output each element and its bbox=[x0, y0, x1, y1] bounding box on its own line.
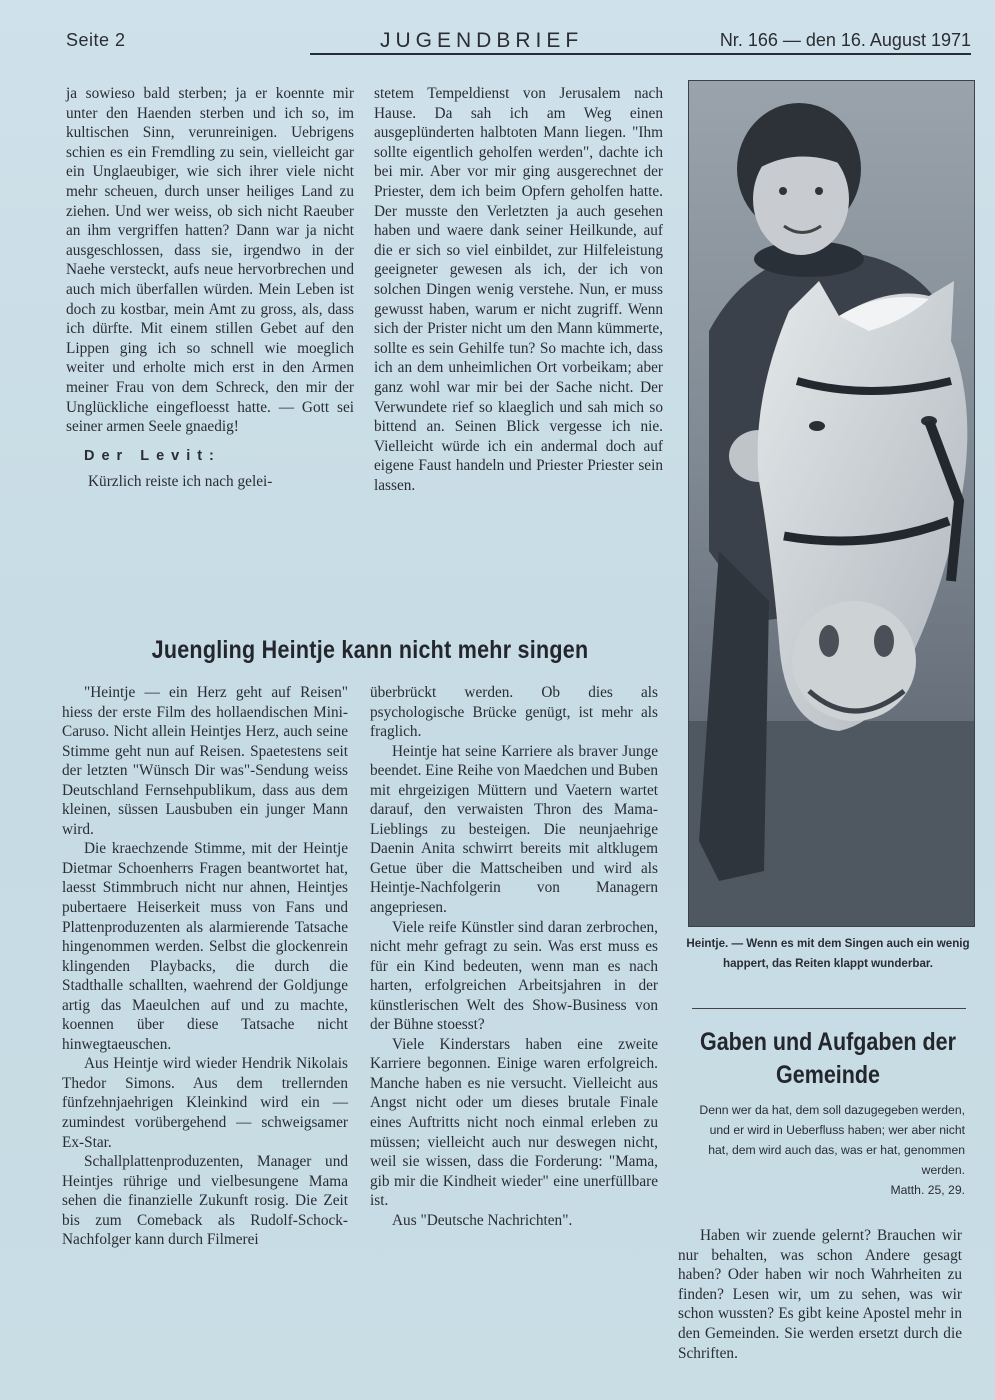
page-number: Seite 2 bbox=[66, 30, 126, 50]
article-headline: Juengling Heintje kann nicht mehr singen bbox=[151, 636, 589, 664]
header-rule bbox=[310, 53, 971, 55]
article-column-2 bbox=[370, 683, 658, 1230]
article-paragraph: "Heintje — ein Herz geht auf Reisen" hiess der erste Film des hollaendischen Mini-Caruso. Nicht allein Heintjes Herz, auch seine Stimme geht nun auf Reisen. Spaetestens seit der letzten "Wünsch Dir was"-Sendung weiss Deutschland Fernsehpublikum, dass aus dem kleinen, süssen Lausbuben ein junger Mann wird. bbox=[62, 684, 348, 838]
story-column-1 bbox=[66, 84, 354, 492]
article-paragraph: Viele reife Künstler sind daran zerbrochen, nicht mehr gefragt zu sein. Was erst muss es für ein Kind bedeuten, wenn man es nach harten, erfolgreichen Arbeitsjahren in der künstlerischen Welt des Show-Business von der Bühne stoesst? bbox=[370, 918, 658, 1034]
story-paragraph: ja sowieso bald sterben; ja er koennte mir unter den Haenden sterben und ich so, im kultischen Sinn, verunreinigen. Uebrigens schien es ein Fremdling zu sein, vielleicht gar ein Unglaeubiger, wie sich ihrer viele nicht mehr scheuen, durch unser heiliges Land zu ziehen. Und wer weiss, ob sich nicht Raeuber an ihm vergriffen hatten? Dann war ja nicht ausgeschlossen, dass sie, irgendwo in der Naehe versteckt, aufs neue hervorbrechen und auch mich überfallen würden. Mein Leben ist doch zu kostbar, mein Amt zu gross, als, dass ich dürfte. Mit einem stillen Gebet auf den Lippen ging ich so schnell wie moeglich weiter und erholte mich erst in den Armen meiner Frau von dem Schreck, den mir der Unglückliche eingefloesst hatte. — Gott sei seiner armen Seele gnaedig! bbox=[66, 85, 354, 436]
subheading-levit: Der Levit: bbox=[84, 447, 221, 464]
article-source: Aus "Deutsche Nachrichten". bbox=[392, 1211, 573, 1229]
bible-quote bbox=[695, 1100, 965, 1200]
quote-text: Denn wer da hat, dem soll dazugegeben werden, und er wird in Ueberfluss haben; wer aber nicht hat, dem wird auch das, was er hat, genommen werden. bbox=[699, 1103, 965, 1177]
photo-illustration bbox=[689, 81, 974, 926]
story-column-2 bbox=[374, 84, 663, 495]
article-paragraph: Viele Kinderstars haben eine zweite Karriere begonnen. Einige waren erfolgreich. Manche haben es nie versucht. Vielleicht aus Angst nicht oder um dieses brutale Finale eines Auftritts nicht noch einmal erleben zu müssen; vielleicht auch nur deswegen nicht, weil sie wissen, dass die Forderung: "Mama, gib mir die Kindheit wieder" eine unerfüllbare ist. bbox=[370, 1035, 658, 1210]
sidebar-headline: Gaben und Aufgaben der Gemeinde bbox=[699, 1028, 957, 1089]
photo-caption: Heintje. — Wenn es mit dem Singen auch ein wenig happert, das Reiten klappt wunderbar. bbox=[686, 937, 970, 970]
article-paragraph: Schallplattenproduzenten, Manager und Heintjes rührige und vielbesungene Mama sehen die finanzielle Zukunft rosig. Die Zeit bis zum Comeback als Rudolf-Schock-Nachfolger kann durch Filmerei bbox=[62, 1153, 348, 1249]
sidebar-paragraph: Haben wir zuende gelernt? Brauchen wir nur behalten, was schon Andere gesagt haben? Oder haben wir noch Wahrheiten zu finden? Lesen wir, um zu sehen, was wir schon wussten? Es gibt keine Apostel mehr in den Gemeinden. Sie werden ersetzt durch die Schriften. bbox=[678, 1227, 962, 1362]
divider bbox=[692, 1008, 966, 1009]
issue-date: Nr. 166 — den 16. August 1971 bbox=[719, 30, 971, 50]
article-paragraph: Aus Heintje wird wieder Hendrik Nikolais Thedor Simons. Aus dem trellernden fünfzehnjaehrigen Kleinkind wird ein — zumindest vorübergehend — schweigsamer Ex-Star. bbox=[62, 1055, 348, 1151]
article-column-1 bbox=[62, 683, 348, 1250]
article-paragraph: überbrückt werden. Ob dies als psychologische Brücke genügt, ist mehr als fraglich. bbox=[370, 684, 658, 741]
sidebar-body bbox=[678, 1226, 962, 1363]
story-paragraph: stetem Tempeldienst von Jerusalem nach Hause. Da sah ich am Weg einen ausgeplünderten halbtoten Mann liegen. "Ihm sollte eigentlich geholfen werden", dachte ich bei mir. Aber vor mir ging ausgerechnet der Priester, dem ich beim Opfern geholfen hatte. Der musste den Verletzten ja auch gesehen haben und waere dank seiner Heilkunde, auf die er sich so viel einbildet, zur Hilfeleistung geeigneter gewesen als ich, der ich von solchen Dingen wenig verstehe. Nun, er muss gewusst haben, warum er nicht zugriff. Wenn sich der Prister nicht um den Mann kümmerte, sollte es sein Gehilfe tun? So machte ich, dass ich an dem unheimlichen Ort vorbeikam; aber ganz wohl war mir bei der Sache nicht. Der Verwundete rief so klaeglich und sah mich so bittend an. Seinen Blick vergesse ich nie. Vielleicht würde ich ein andermal doch auf eigene Faust handeln und Priester Priester sein lassen. bbox=[374, 85, 663, 494]
article-paragraph: Die kraechzende Stimme, mit der Heintje Dietmar Schoenherrs Fragen beantwortet hat, laesst Stimmbruch nicht nur ahnen, Heintjes pubertaere Heiserkeit muss von Fans und Plattenproduzenten als alarmierende Tatsache hingenommen werden. Selbst die glockenrein klingenden Playbacks, die durch die Stadthalle schallten, waehrend der Goldjunge artig das Maeulchen auf und zu machte, koennen über diese Tatsache nicht hinwegtaeuschen. bbox=[62, 840, 348, 1053]
quote-reference: Matth. 25, 29. bbox=[890, 1183, 965, 1197]
photo-boy-on-horse bbox=[688, 80, 975, 927]
masthead: JUGENDBRIEF bbox=[380, 29, 584, 52]
article-paragraph: Heintje hat seine Karriere als braver Junge beendet. Eine Reihe von Maedchen und Buben mit ehrgeizigen Müttern und Vaetern wartet darauf, den verwaisten Thron des Mama-Lieblings zu besteigen. Die neunjaehrige Daenin Anita schwirrt bereits mit altklugem Getue über die Mattscheiben und wird als Heintje-Nachfolgerin von Managern angepriesen. bbox=[370, 742, 658, 917]
story-paragraph: Kürzlich reiste ich nach gelei- bbox=[88, 473, 273, 491]
